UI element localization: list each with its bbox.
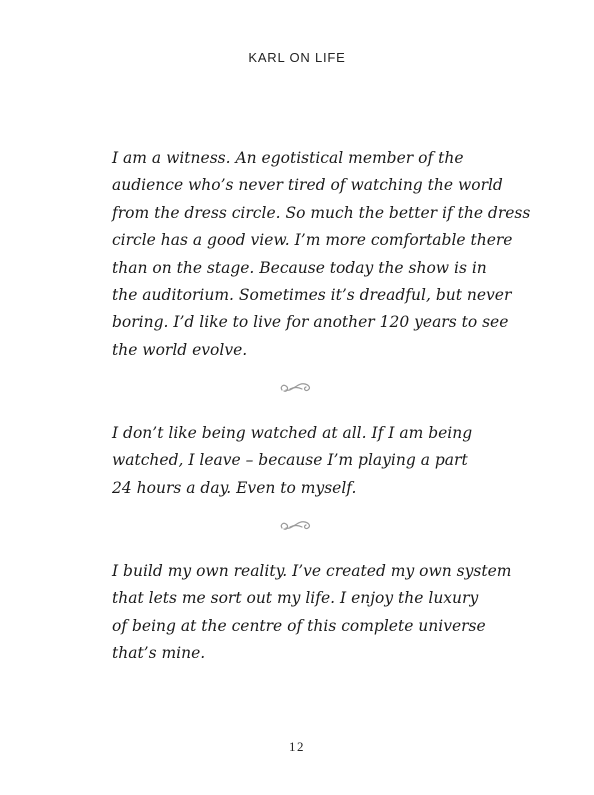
quote-line: that lets me sort out my life. I enjoy the luxury xyxy=(112,589,479,608)
quote-line: the auditorium. Sometimes it’s dreadful, but never xyxy=(112,286,512,305)
quote-line: audience who’s never tired of watching the world xyxy=(112,176,503,195)
quote-line: that’s mine. xyxy=(112,644,206,663)
quote-line: from the dress circle. So much the better if the dress xyxy=(112,203,531,222)
quote-block xyxy=(112,420,492,502)
quote-line: I don’t like being watched at all. If I am being xyxy=(112,424,473,442)
quote-line: than on the stage. Because today the show is in xyxy=(112,258,487,277)
flourish-ornament-icon xyxy=(278,378,314,396)
quote-line: 24 hours a day. Even to myself. xyxy=(112,478,357,497)
quote-block xyxy=(112,558,512,668)
quote-line: circle has a good view. I’m more comfortable there xyxy=(112,231,513,250)
quote-line: boring. I’d like to live for another 120 years to see xyxy=(112,313,509,332)
quote-line: of being at the centre of this complete universe xyxy=(112,616,486,635)
quote-line: watched, I leave – because I’m playing a part xyxy=(112,451,468,470)
quote-line: the world evolve. xyxy=(112,340,248,359)
running-head: KARL ON LIFE xyxy=(248,50,346,65)
quote-block xyxy=(112,145,531,364)
flourish-ornament-icon xyxy=(278,516,314,534)
quote-line: I build my own reality. I’ve created my own system xyxy=(112,562,512,580)
page-number: 12 xyxy=(289,739,305,754)
quote-line: I am a witness. An egotistical member of the xyxy=(112,149,464,167)
